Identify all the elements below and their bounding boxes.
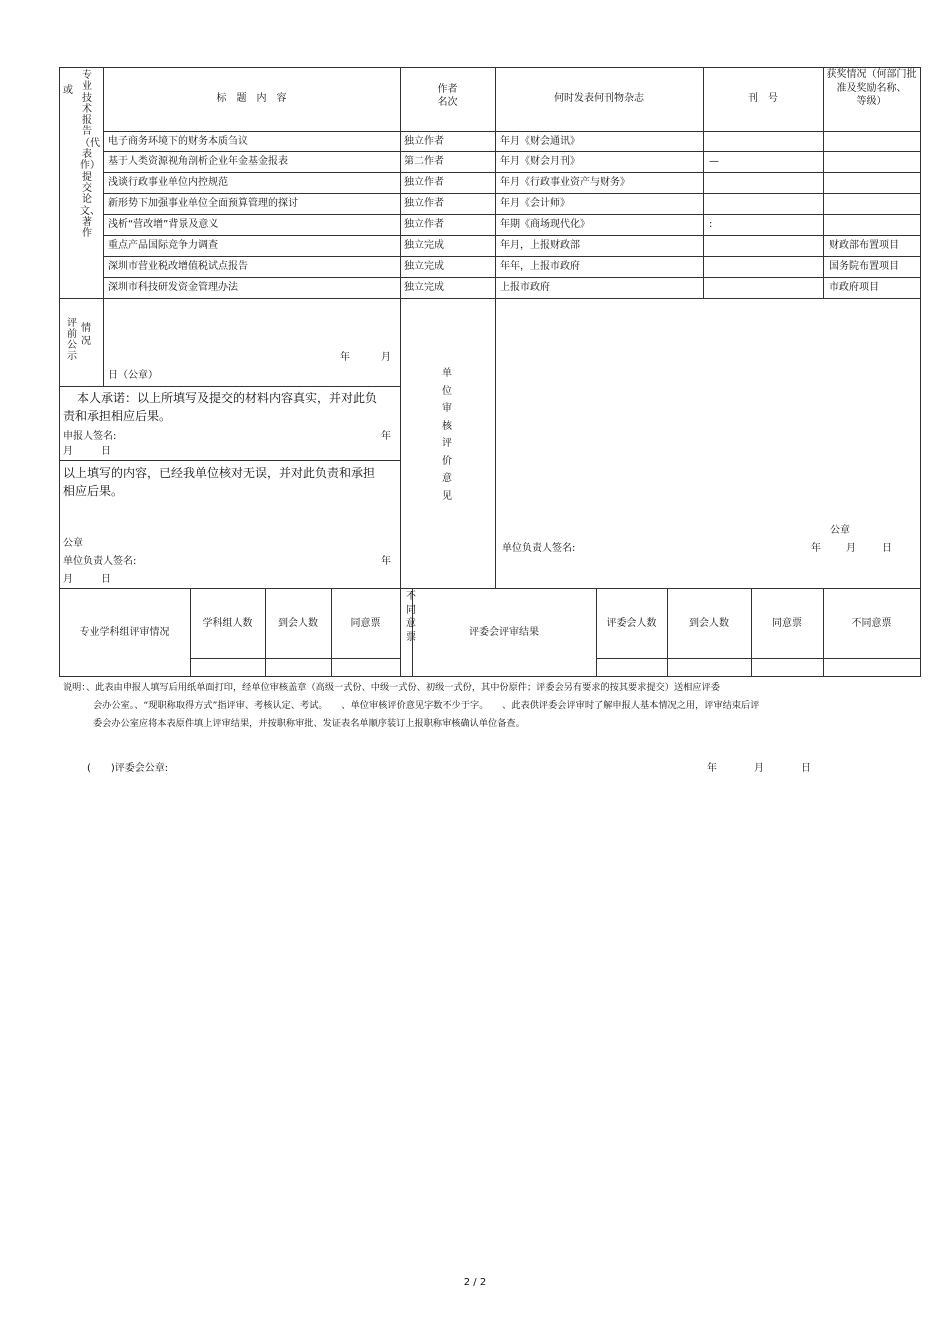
divider: [103, 235, 921, 236]
row-author: 独立完成: [404, 261, 444, 272]
notes-line-3: 委会办公室应将本表原件填上评审结果，并按职称审批、发证表名单顺序装订上报职称审核确认单位备查。: [93, 718, 525, 729]
promise-day: 日: [101, 446, 111, 457]
row-author: 独立作者: [404, 198, 444, 209]
unit-review-label: 单位审核评价意见: [442, 368, 452, 502]
header-when: 何时发表何刊物杂志: [554, 93, 644, 104]
row-when: 年月《会计师》: [500, 198, 570, 209]
unit-verify-text: 以上填写的内容，已经我单位核对无误，并对此负责和承担相应后果。: [63, 466, 376, 498]
table-border-right: [920, 67, 921, 677]
divider: [103, 298, 104, 386]
row-title: 重点产品国际竞争力调查: [108, 240, 218, 251]
header-author: 作者 名次: [437, 84, 458, 108]
unit-review-day: 日: [882, 543, 892, 554]
row-author: 独立完成: [404, 240, 444, 251]
row-issue: :: [709, 219, 713, 230]
divider: [265, 588, 266, 676]
notes-line-2: 会办公室。、“现职称取得方式”指评审、考核认定、考试。 、单位审核评价意见字数不少于字。 、此表供评委会评审时了解申报人基本情况之用，评审结束后评: [93, 700, 760, 711]
row-author: 独立作者: [404, 219, 444, 230]
committee-seal: ( )评委会公章:: [87, 763, 169, 774]
divider: [103, 151, 921, 152]
row-title: 电子商务环境下的财务本质刍议: [108, 136, 248, 147]
row-author: 第二作者: [404, 156, 444, 167]
unit-review-seal: 公章: [830, 525, 850, 536]
committee-agree-header: 同意票: [772, 618, 802, 629]
divider: [59, 298, 921, 299]
row-when: 年月，上报财政部: [500, 240, 580, 251]
row-award: 国务院布置项目: [829, 261, 899, 272]
row-when: 年月《财会月刊》: [500, 156, 580, 167]
divider: [667, 588, 668, 676]
row-title: 深圳市营业税改增值税试点报告: [108, 261, 248, 272]
divider: [400, 298, 401, 588]
committee-disagree-header: 不同意票: [851, 618, 892, 629]
committee-members-header: 评委会人数: [606, 618, 657, 629]
side-label-or: 或: [63, 85, 73, 96]
notes-line-1: 说明：、此表由申报人填写后用纸单面打印，经单位审核盖章（高级一式份、中级一式份、初级一式份，其中份原件；评委会另有要求的按其要求提交）送相应评委: [63, 682, 720, 693]
divider: [596, 588, 597, 676]
table-border-left: [59, 67, 60, 677]
footer-day: 日: [801, 763, 811, 774]
divider: [190, 658, 400, 659]
row-title: 新形势下加强事业单位全面预算管理的探讨: [108, 198, 298, 209]
divider: [596, 658, 921, 659]
unit-verify-seal: 公章: [63, 538, 83, 549]
row-when: 年月《行政事业资产与财务》: [500, 177, 630, 188]
group-review-label: 专业学科组评审情况: [79, 627, 170, 638]
row-title: 深圳市科技研发资金管理办法: [108, 282, 238, 293]
divider: [823, 588, 824, 676]
row-author: 独立完成: [404, 282, 444, 293]
divider: [103, 172, 921, 173]
attendees-header: 到会人数: [278, 618, 318, 629]
row-title: 基于人类资源视角剖析企业年金基金报表: [108, 156, 288, 167]
divider: [400, 588, 401, 676]
committee-attendees-header: 到会人数: [689, 618, 729, 629]
divider: [103, 256, 921, 257]
divider: [331, 588, 332, 676]
header-title: 标 题 内 容: [216, 93, 287, 104]
unit-verify-year: 年: [381, 556, 391, 567]
unit-review-month: 月: [846, 543, 856, 554]
side-label-papers: 专业技术报告（代表作）提交论文、著作: [80, 70, 100, 240]
row-author: 独立作者: [404, 177, 444, 188]
divider: [751, 588, 752, 676]
divider: [103, 193, 921, 194]
divider: [59, 460, 400, 461]
table-border-top: [59, 67, 921, 68]
row-award: 财政部布置项目: [829, 240, 899, 251]
row-when: 年期《商场现代化》: [500, 219, 590, 230]
header-issue: 刊 号: [748, 93, 778, 104]
committee-result-label: 评委会评审结果: [469, 627, 539, 638]
row-when: 年年，上报市政府: [500, 261, 580, 272]
page-number: 2 / 2: [463, 1277, 487, 1288]
divider: [190, 588, 191, 676]
publicity-label: 评前公示: [67, 318, 77, 362]
publicity-day-seal: 日（公章）: [108, 370, 158, 381]
row-when: 年月《财会通讯》: [500, 136, 580, 147]
footer-month: 月: [754, 763, 764, 774]
agree-header: 同意票: [350, 618, 381, 629]
header-award: 获奖情况（何部门批 准及奖励名称、 等级）: [826, 69, 917, 107]
table-border-bottom: [59, 676, 921, 677]
promise-month: 月: [63, 446, 73, 457]
row-title: 浅析“营改增”背景及意义: [108, 219, 219, 230]
divider: [103, 131, 921, 132]
divider: [59, 386, 400, 387]
row-title: 浅谈行政事业单位内控规范: [108, 177, 228, 188]
publicity-label-situation: 情况: [81, 323, 91, 347]
promise-year: 年: [381, 431, 391, 442]
divider: [495, 298, 496, 588]
unit-review-signer: 单位负责人签名:: [502, 543, 576, 554]
group-members-header: 学科组人数: [202, 618, 253, 629]
row-author: 独立作者: [404, 136, 444, 147]
disagree-header-vertical: 不同意票: [406, 591, 416, 643]
promise-signer: 申报人签名:: [63, 431, 117, 442]
row-issue: —: [709, 156, 719, 167]
footer-year: 年: [707, 763, 717, 774]
publicity-year: 年: [340, 352, 350, 363]
row-when: 上报市政府: [500, 282, 550, 293]
unit-verify-signer: 单位负责人签名:: [63, 556, 137, 567]
unit-verify-day: 日: [101, 574, 111, 585]
divider: [59, 588, 921, 589]
unit-verify-month: 月: [63, 574, 73, 585]
unit-review-year: 年: [811, 543, 821, 554]
row-award: 市政府项目: [829, 282, 879, 293]
publicity-month: 月: [381, 352, 391, 363]
divider: [103, 277, 921, 278]
divider: [103, 214, 921, 215]
promise-text: 本人承诺：以上所填写及提交的材料内容真实，并对此负责和承担相应后果。: [63, 391, 378, 423]
